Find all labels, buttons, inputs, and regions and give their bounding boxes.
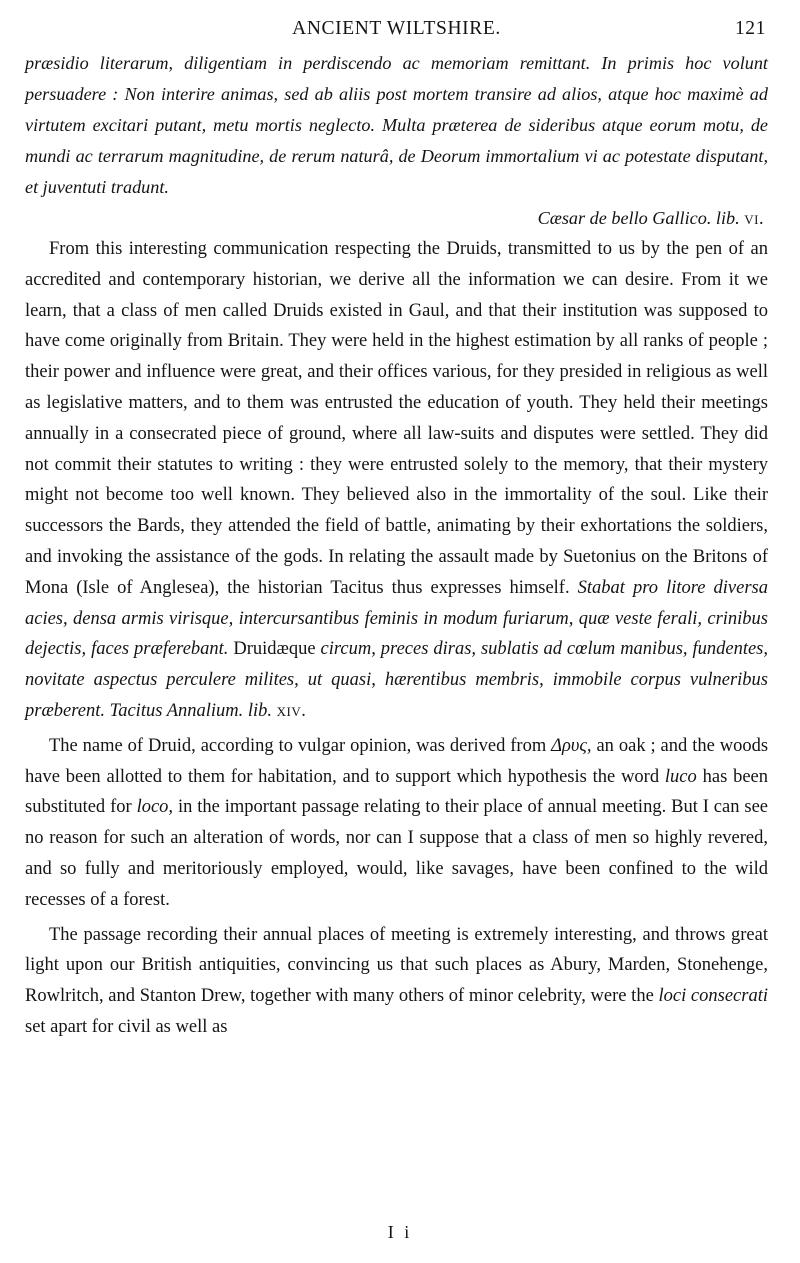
quotation-attribution	[25, 203, 768, 234]
tacitus-latin-part-2: circum, preces diras, sublatis ad cœlum manibus, fundentes, novitate aspectus perculere milites, ut quasi, hærentibus membris, immobile corpus vulneribus præberent.	[25, 639, 768, 721]
paragraph-meeting-places	[25, 920, 768, 1043]
paragraph-druids-account	[25, 234, 768, 727]
tacitus-latin-part-1: Stabat pro litore diversa acies, densa armis virisque, intercursantibus feminis in modum furiarum, quæ veste ferali, crinibus dejectis, faces præferebant.	[25, 577, 768, 660]
paragraph-1-text: From this interesting communication respecting the Druids, transmitted to us by the pen of an accredited and contemporary historian, we derive all the information we can desire. From it we learn, that a class of men called Druids existed in Gaul, and that their institution was supposed to have come originally from Britain. They were held in the highest estimation by all ranks of people ; their power and influence were great, and their offices various, for they presided in religious as well as legislative matters, and to them was entrusted the education of youth. They held their meetings annually in a consecrated piece of ground, where all law-suits and disputes were settled. They did not commit their statutes to writing : they were entrusted solely to the memory, that their mystery might not become too well known. They believed also in the immortality of the soul. Like their successors the Bards, they attended the field of battle, animating by their exhortations the soldiers, and invoking the assistance of the gods. In relating the assault made by Suetonius on the Britons of Mona (Isle of Anglesea), the historian Tacitus thus expresses himself.	[25, 239, 768, 598]
page-number: 121	[734, 18, 766, 39]
paragraph-2-text-d: in the important passage relating to their place of annual meeting. But I can see no reason for such an alteration of words, nor can I suppose that a class of men so highly revered, and so fully and meritoriously employed, would, like savages, have been confined to the wild recesses of a forest.	[25, 797, 768, 910]
word-loco: loco,	[136, 797, 174, 818]
attribution-work: Cæsar de bello Gallico. lib.	[537, 208, 740, 228]
tacitus-citation-book: xiv.	[276, 700, 307, 721]
signature-mark: I i	[387, 1222, 413, 1242]
paragraph-druid-name	[25, 731, 768, 916]
word-luco: luco	[664, 766, 697, 787]
running-header	[25, 14, 768, 44]
paragraph-2-text-a: The name of Druid, according to vulgar opinion, was derived from	[49, 735, 547, 756]
paragraph-2-text-b: an oak ; and the woods have been allotted to them for habitation, and to support which hypothesis the word	[25, 735, 769, 787]
tacitus-citation: Tacitus Annalium. lib.	[109, 700, 273, 721]
loci-consecrati-phrase: loci consecrati	[658, 986, 768, 1007]
druidaeque-word: Druidæque	[233, 639, 316, 660]
paragraph-3-text-a: The passage recording their annual places of meeting is extremely interesting, and throws great light upon our British antiquities, convincing us that such places as Abury, Marden, Stonehenge, Rowlritch, and Stanton Drew, together with many others of minor celebrity, were the	[25, 924, 768, 1007]
latin-quotation: præsidio literarum, diligentiam in perdiscendo ac memoriam remittant. In primis hoc volunt persuadere : Non interire animas, sed ab aliis post mortem transire ad alios, atque hoc maximè ad virtutem excitari putant, metu mortis neglecto. Multa præterea de sideribus atque eorum motu, de mundi ac terrarum magnitudine, de rerum naturâ, de Deorum immortalium vi ac potestate disputant, et juventuti tradunt.	[25, 53, 768, 197]
paragraph-3-text-b: set apart for civil as well as	[25, 1016, 228, 1037]
greek-word-drus: Δρυς,	[551, 735, 592, 756]
paragraph-2-text-c: has been substituted for	[25, 766, 769, 818]
running-title: ANCIENT WILTSHIRE.	[292, 18, 501, 39]
attribution-book: vi.	[744, 208, 764, 228]
